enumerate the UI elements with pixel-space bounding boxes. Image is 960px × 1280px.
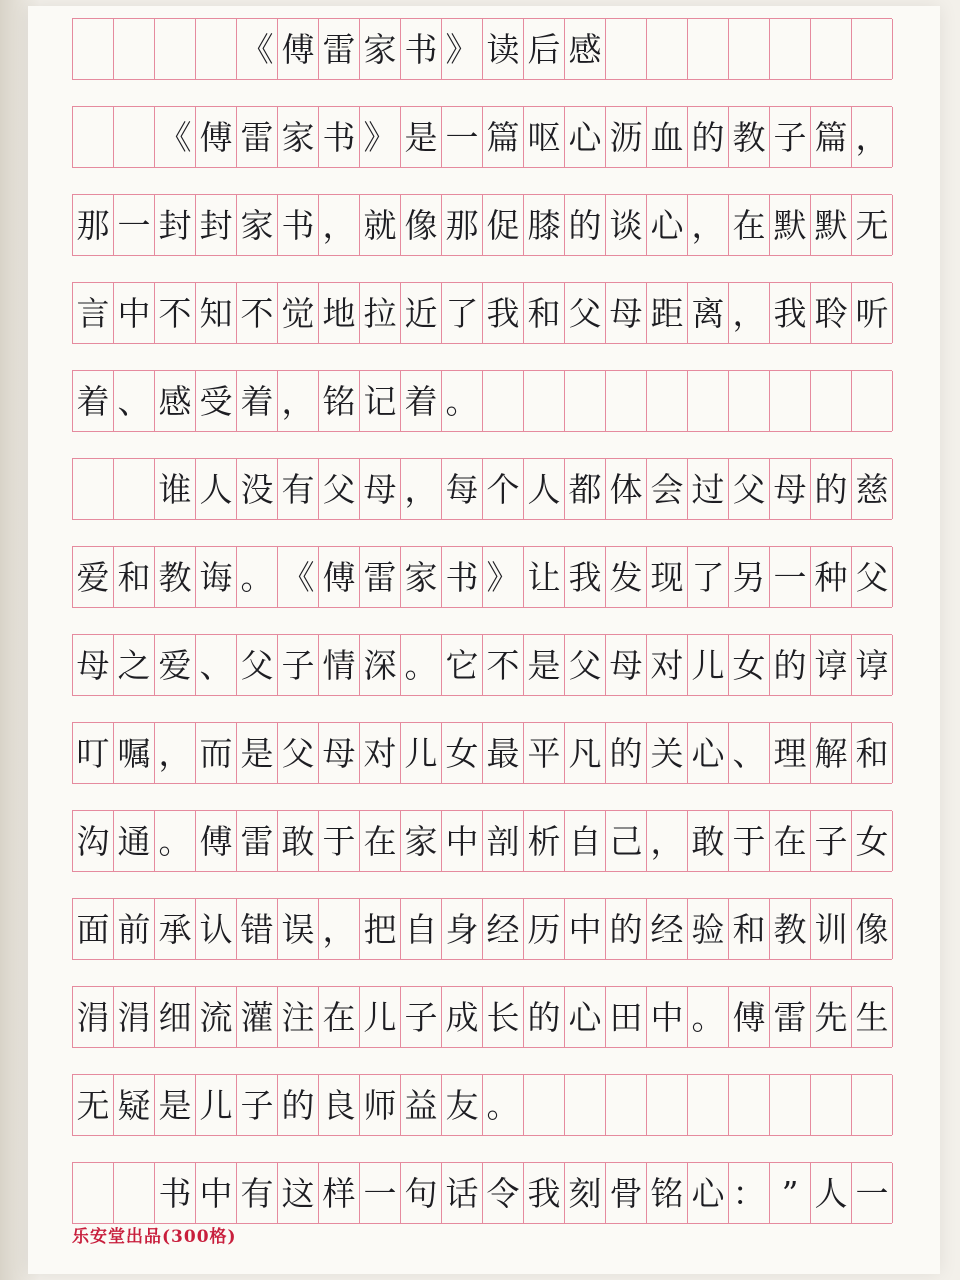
grid-cell: 家 [401,811,442,871]
grid-cell: 我 [770,283,811,343]
grid-cell: 女 [442,723,483,783]
grid-cell: 父 [565,283,606,343]
grid-cell: 疑 [114,1075,155,1135]
grid-cell [729,1075,770,1135]
grid-cell: 令 [483,1163,524,1223]
grid-cell [524,371,565,431]
grid-row [72,1074,892,1136]
grid-cell: 刻 [565,1163,606,1223]
grid-cell [811,1075,852,1135]
grid-cell: 封 [155,195,196,255]
grid-cell: 不 [237,283,278,343]
grid-cell: 母 [606,283,647,343]
grid-cell: 关 [647,723,688,783]
grid-cell: 、 [729,723,770,783]
grid-cell: 铭 [319,371,360,431]
grid-cell: 篇 [811,107,852,167]
grid-cell: 母 [606,635,647,695]
grid-cell: 书 [442,547,483,607]
grid-cell: 有 [278,459,319,519]
grid-cell: 前 [114,899,155,959]
grid-cell: 心 [565,987,606,1047]
grid-cell: 沥 [606,107,647,167]
grid-cell: 体 [606,459,647,519]
grid-cell: 。 [401,635,442,695]
grid-cell: 》 [483,547,524,607]
grid-cell [606,19,647,79]
grid-cell: 膝 [524,195,565,255]
grid-cell: 在 [770,811,811,871]
grid-cell: 误 [278,899,319,959]
grid-cell: 不 [155,283,196,343]
grid-cell: 中 [196,1163,237,1223]
grid-cell: 承 [155,899,196,959]
grid-cell: 雷 [237,811,278,871]
grid-cell [688,1075,729,1135]
grid-cell: 血 [647,107,688,167]
grid-cell: 女 [852,811,893,871]
grid-cell: 过 [688,459,729,519]
grid-cell: 验 [688,899,729,959]
grid-cell: 的 [606,723,647,783]
grid-row [72,634,892,696]
grid-cell: 灌 [237,987,278,1047]
grid-cell: 子 [811,811,852,871]
grid-cell: 于 [319,811,360,871]
grid-cell: 心 [688,723,729,783]
grid-cell: 默 [811,195,852,255]
grid-cell: 家 [278,107,319,167]
grid-cell: 中 [114,283,155,343]
grid-cell: ， [155,723,196,783]
grid-cell [73,107,114,167]
grid-cell: 教 [729,107,770,167]
grid-cell: 先 [811,987,852,1047]
grid-cell: 己 [606,811,647,871]
grid-cell [155,19,196,79]
grid-cell: 女 [729,635,770,695]
grid-row [72,458,892,520]
grid-cell [770,19,811,79]
grid-cell [729,19,770,79]
grid-cell [114,107,155,167]
grid-cell [811,19,852,79]
grid-cell: 涓 [73,987,114,1047]
grid-cell: 谆 [811,635,852,695]
grid-cell: 。 [483,1075,524,1135]
grid-cell: ” [770,1163,811,1223]
grid-cell: 的 [811,459,852,519]
grid-cell: 细 [155,987,196,1047]
grid-cell: 那 [73,195,114,255]
grid-cell: 是 [237,723,278,783]
grid-cell: 和 [524,283,565,343]
grid-row [72,546,892,608]
grid-cell: 记 [360,371,401,431]
grid-cell: 、 [114,371,155,431]
grid-cell: 流 [196,987,237,1047]
manuscript-grid [72,18,892,1250]
grid-cell: 面 [73,899,114,959]
grid-cell: 着 [401,371,442,431]
grid-cell: 家 [360,19,401,79]
grid-cell: 另 [729,547,770,607]
grid-cell: 傅 [729,987,770,1047]
grid-cell: 家 [401,547,442,607]
grid-cell: ， [852,107,893,167]
grid-cell: ， [319,195,360,255]
grid-cell: 谈 [606,195,647,255]
grid-cell: 身 [442,899,483,959]
grid-cell: 中 [565,899,606,959]
grid-cell [729,371,770,431]
grid-cell: 沟 [73,811,114,871]
grid-row [72,898,892,960]
grid-cell [811,371,852,431]
grid-cell: 是 [155,1075,196,1135]
grid-cell: 敢 [688,811,729,871]
grid-cell: 和 [729,899,770,959]
grid-cell: 书 [319,107,360,167]
grid-cell [606,1075,647,1135]
grid-cell [647,19,688,79]
grid-cell: 》 [442,19,483,79]
grid-cell: 父 [278,723,319,783]
grid-cell: 家 [237,195,278,255]
grid-cell: 母 [319,723,360,783]
grid-cell: 错 [237,899,278,959]
grid-cell [114,19,155,79]
grid-cell: 师 [360,1075,401,1135]
grid-cell: 无 [852,195,893,255]
grid-cell: 平 [524,723,565,783]
grid-cell: 觉 [278,283,319,343]
grid-row [72,106,892,168]
grid-cell: 教 [770,899,811,959]
grid-cell: 傅 [319,547,360,607]
grid-cell: 经 [483,899,524,959]
grid-cell: 句 [401,1163,442,1223]
grid-cell: 益 [401,1075,442,1135]
grid-cell: 后 [524,19,565,79]
grid-cell: 中 [647,987,688,1047]
grid-cell: 雷 [237,107,278,167]
grid-cell: 地 [319,283,360,343]
grid-cell: 书 [401,19,442,79]
grid-cell: 自 [565,811,606,871]
grid-cell: 儿 [196,1075,237,1135]
grid-cell: 距 [647,283,688,343]
grid-cell: 经 [647,899,688,959]
grid-cell: ， [647,811,688,871]
grid-cell: 凡 [565,723,606,783]
grid-cell: 傅 [196,107,237,167]
grid-cell: 心 [647,195,688,255]
grid-cell: 敢 [278,811,319,871]
grid-cell: 。 [155,811,196,871]
grid-cell [114,459,155,519]
grid-cell: 那 [442,195,483,255]
grid-cell: 一 [114,195,155,255]
grid-cell: 爱 [155,635,196,695]
grid-cell: ， [729,283,770,343]
grid-cell: 的 [688,107,729,167]
grid-cell: 这 [278,1163,319,1223]
grid-cell: 《 [155,107,196,167]
grid-cell: 于 [729,811,770,871]
grid-cell: 铭 [647,1163,688,1223]
grid-cell: 诲 [196,547,237,607]
grid-cell: 中 [442,811,483,871]
grid-cell: 和 [852,723,893,783]
grid-cell: 了 [688,547,729,607]
grid-cell: 母 [73,635,114,695]
grid-cell: 我 [483,283,524,343]
grid-cell: 谁 [155,459,196,519]
grid-cell: 雷 [319,19,360,79]
grid-cell: 析 [524,811,565,871]
grid-cell: 种 [811,547,852,607]
grid-cell: 人 [196,459,237,519]
grid-cell: 它 [442,635,483,695]
grid-cell: 理 [770,723,811,783]
grid-cell [647,371,688,431]
grid-cell: 最 [483,723,524,783]
grid-cell: 个 [483,459,524,519]
grid-cell: 教 [155,547,196,607]
grid-cell: 叮 [73,723,114,783]
grid-cell: 促 [483,195,524,255]
grid-cell: 我 [565,547,606,607]
grid-cell: 把 [360,899,401,959]
grid-cell [524,1075,565,1135]
grid-cell: 成 [442,987,483,1047]
grid-cell: 子 [278,635,319,695]
grid-cell [565,1075,606,1135]
grid-cell [565,371,606,431]
grid-cell: 雷 [770,987,811,1047]
grid-cell: 默 [770,195,811,255]
grid-cell [852,19,893,79]
grid-cell: 着 [237,371,278,431]
grid-cell: 母 [770,459,811,519]
grid-row [72,986,892,1048]
grid-cell: 每 [442,459,483,519]
grid-cell: 自 [401,899,442,959]
grid-cell: 让 [524,547,565,607]
grid-row [72,370,892,432]
grid-cell [73,1163,114,1223]
grid-cell: 一 [360,1163,401,1223]
grid-cell: 是 [524,635,565,695]
grid-cell: 近 [401,283,442,343]
grid-cell: 人 [524,459,565,519]
grid-cell: 《 [278,547,319,607]
grid-cell: 父 [729,459,770,519]
grid-cell: 雷 [360,547,401,607]
grid-cell: 有 [237,1163,278,1223]
grid-cell: 》 [360,107,401,167]
grid-cell: 之 [114,635,155,695]
grid-cell: 母 [360,459,401,519]
grid-cell [852,371,893,431]
grid-cell: 嘱 [114,723,155,783]
grid-cell: 像 [852,899,893,959]
grid-cell [73,459,114,519]
grid-cell: 深 [360,635,401,695]
grid-cell: ， [319,899,360,959]
grid-cell: ： [729,1163,770,1223]
grid-cell: 听 [852,283,893,343]
grid-cell: 傅 [196,811,237,871]
paper-brand-footer: 乐安堂出品(300格) [72,1227,237,1247]
grid-cell: 认 [196,899,237,959]
grid-cell: 就 [360,195,401,255]
grid-cell: 我 [524,1163,565,1223]
grid-cell [196,19,237,79]
grid-cell: 谆 [852,635,893,695]
grid-cell [606,371,647,431]
grid-cell: 在 [319,987,360,1047]
grid-cell [688,371,729,431]
grid-cell: 涓 [114,987,155,1047]
grid-cell: 拉 [360,283,401,343]
grid-cell: 长 [483,987,524,1047]
grid-cell: 儿 [401,723,442,783]
grid-cell: 《 [237,19,278,79]
grid-cell: 。 [442,371,483,431]
grid-cell: 情 [319,635,360,695]
grid-cell: 傅 [278,19,319,79]
grid-cell: 。 [237,547,278,607]
grid-cell: 解 [811,723,852,783]
grid-cell: 书 [278,195,319,255]
grid-cell: 篇 [483,107,524,167]
grid-cell: 友 [442,1075,483,1135]
grid-cell: 着 [73,371,114,431]
grid-row [72,194,892,256]
grid-row [72,282,892,344]
grid-cell: 知 [196,283,237,343]
grid-cell: 儿 [688,635,729,695]
grid-cell [770,371,811,431]
grid-cell: 受 [196,371,237,431]
grid-cell: 父 [565,635,606,695]
grid-cell: 了 [442,283,483,343]
grid-cell: 、 [196,635,237,695]
grid-cell: 田 [606,987,647,1047]
grid-cell: 言 [73,283,114,343]
grid-cell: 发 [606,547,647,607]
grid-cell: 子 [237,1075,278,1135]
grid-cell: 的 [524,987,565,1047]
grid-cell: 心 [688,1163,729,1223]
grid-cell: 一 [442,107,483,167]
grid-cell: 对 [360,723,401,783]
grid-cell: 无 [73,1075,114,1135]
grid-cell: 的 [606,899,647,959]
grid-cell: 子 [401,987,442,1047]
grid-cell: 在 [360,811,401,871]
grid-cell: 书 [155,1163,196,1223]
grid-cell: 感 [155,371,196,431]
grid-cell [852,1075,893,1135]
grid-cell: 对 [647,635,688,695]
grid-cell: 爱 [73,547,114,607]
grid-cell: 样 [319,1163,360,1223]
grid-cell: 生 [852,987,893,1047]
grid-cell: 呕 [524,107,565,167]
grid-cell: 一 [852,1163,893,1223]
grid-cell: 父 [852,547,893,607]
grid-cell [647,1075,688,1135]
grid-cell: 而 [196,723,237,783]
grid-cell: ， [688,195,729,255]
grid-cell: 感 [565,19,606,79]
grid-cell: 是 [401,107,442,167]
grid-cell [483,371,524,431]
grid-row [72,18,892,80]
grid-cell: 在 [729,195,770,255]
grid-cell: 子 [770,107,811,167]
grid-cell: 剖 [483,811,524,871]
grid-cell: 的 [770,635,811,695]
grid-cell: 的 [278,1075,319,1135]
grid-cell [73,19,114,79]
grid-cell: 都 [565,459,606,519]
grid-row [72,1162,892,1224]
grid-cell: 一 [770,547,811,607]
grid-cell: 儿 [360,987,401,1047]
grid-cell: 没 [237,459,278,519]
grid-cell: 慈 [852,459,893,519]
grid-row [72,722,892,784]
grid-cell: 的 [565,195,606,255]
grid-row [72,810,892,872]
grid-cell: 注 [278,987,319,1047]
grid-cell: 聆 [811,283,852,343]
grid-cell [114,1163,155,1223]
grid-cell: 良 [319,1075,360,1135]
grid-cell: 封 [196,195,237,255]
grid-cell: 不 [483,635,524,695]
grid-cell: ， [401,459,442,519]
grid-cell: 。 [688,987,729,1047]
grid-cell: 训 [811,899,852,959]
grid-cell: 骨 [606,1163,647,1223]
grid-cell: 历 [524,899,565,959]
grid-cell: 话 [442,1163,483,1223]
grid-cell: 心 [565,107,606,167]
grid-cell [770,1075,811,1135]
grid-cell: 现 [647,547,688,607]
grid-cell: 父 [237,635,278,695]
grid-cell: ， [278,371,319,431]
grid-cell: 像 [401,195,442,255]
grid-cell: 离 [688,283,729,343]
grid-cell: 父 [319,459,360,519]
grid-cell: 读 [483,19,524,79]
grid-cell: 人 [811,1163,852,1223]
grid-cell: 会 [647,459,688,519]
grid-cell: 和 [114,547,155,607]
grid-cell: 通 [114,811,155,871]
grid-cell [688,19,729,79]
